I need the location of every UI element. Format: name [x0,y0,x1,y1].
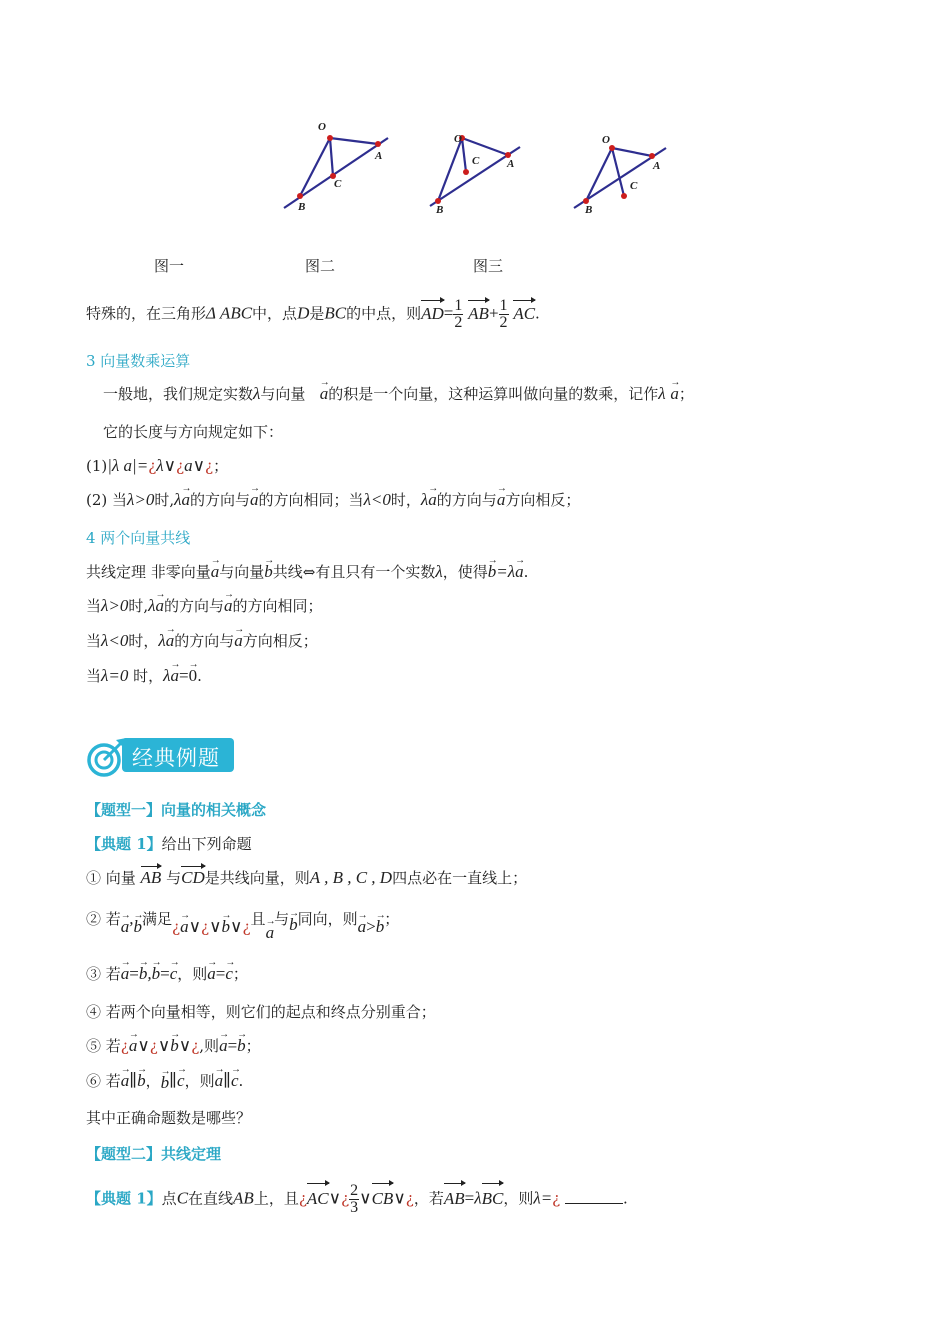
fig3-label-C: C [630,180,638,192]
fig3-label-O: O [602,134,610,146]
prop-1: ① 向量 AB 与CD是共线向量，则A , B , C , D四点必在一直线上； [86,868,528,887]
fig1-label-C: C [334,178,342,190]
sec4-line-2: 当λ<0时，λa →的方向与a →方向相反； [86,630,318,652]
sec4-line-1: 当λ>0时,λa →的方向与a →的方向相同； [86,595,323,617]
type2-heading: 【题型二】共线定理 [86,1145,222,1163]
fig3-label-A: A [653,160,661,172]
half-fraction-2: $\frac{1}{2}$ [499,297,508,331]
midpoint-formula: 特殊的，在三角形Δ ABC中，点D是BC的中点，则AD= $\frac{1}{2}$ AB+ $\frac{1}{2}$ AC. [86,297,540,331]
caption-fig2: 图二 [305,257,336,275]
prop-6: ⑥ 若a →∥b →，b →∥c →，则a →∥c →. [86,1070,243,1092]
sec3-rule-intro: 它的长度与方向规定如下： [103,423,284,441]
two-thirds-fraction: $\frac{2}{3}$ [350,1182,359,1216]
prop-4: ④ 若两个向量相等，则它们的起点和终点分别重合； [86,1003,436,1021]
section-3-title: 3 向量数乘运算 [86,352,191,370]
prop-2: ② 若a →,b →满足¿a →∨¿∨b →∨¿且a →与b →同向，则a →>b →； [86,908,399,930]
collinear-theorem: 共线定理 非零向量a →与向量b →共线⇔有且只有一个实数λ，使得b →=λa →. [86,561,528,583]
fig1-label-A: A [375,150,383,162]
answer-blank[interactable] [565,1189,623,1204]
half-fraction: $\frac{1}{2}$ [454,297,463,331]
sec3-definition: 一般地，我们规定实数λ与向量 a →的积是一个向量，这种运算叫做向量的数乘，记作λ a →； [103,383,694,405]
caption-fig3: 图三 [473,257,504,275]
sec4-line-3: 当λ=0 时，λa →=0 →. [86,665,202,687]
prop-3: ③ 若a →=b →,b →=c →，则a →=c →； [86,963,248,985]
type1-question: 其中正确命题数是哪些？ [86,1109,252,1127]
sec3-rule-1: (1)|λ a|=¿λ∨¿a∨¿； [86,456,229,475]
caption-fig1: 图一 [154,257,185,275]
prop-5: ⑤ 若¿a →∨¿∨b →∨¿,则a →=b →； [86,1035,261,1057]
classic-examples-banner [86,736,236,778]
fig1-label-B: B [298,201,306,213]
fig2-label-B: B [436,204,444,216]
banner-label: 经典例题 [132,746,220,770]
section-4-title: 4 两个向量共线 [86,529,191,547]
fig2-label-C: C [472,155,480,167]
figures-diagram [270,110,690,230]
type1-example: 【典题 1】给出下列命题 [86,835,252,853]
fig1-label-O: O [318,121,326,133]
fig2-label-O: O [454,133,462,145]
type2-example: 【典题 1】点C在直线AB上，且¿AC∨¿ $\frac{2}{3}$ ∨CB∨¿，若AB=λBC，则λ=¿ . [86,1182,628,1216]
fig2-label-A: A [507,158,515,170]
type1-heading: 【题型一】向量的相关概念 [86,801,267,819]
sec3-rule-2: (2) 当λ>0时,λa →的方向与a →的方向相同；当λ<0时，λa →的方向与a →方向相反； [86,489,580,511]
fig3-label-B: B [585,204,593,216]
